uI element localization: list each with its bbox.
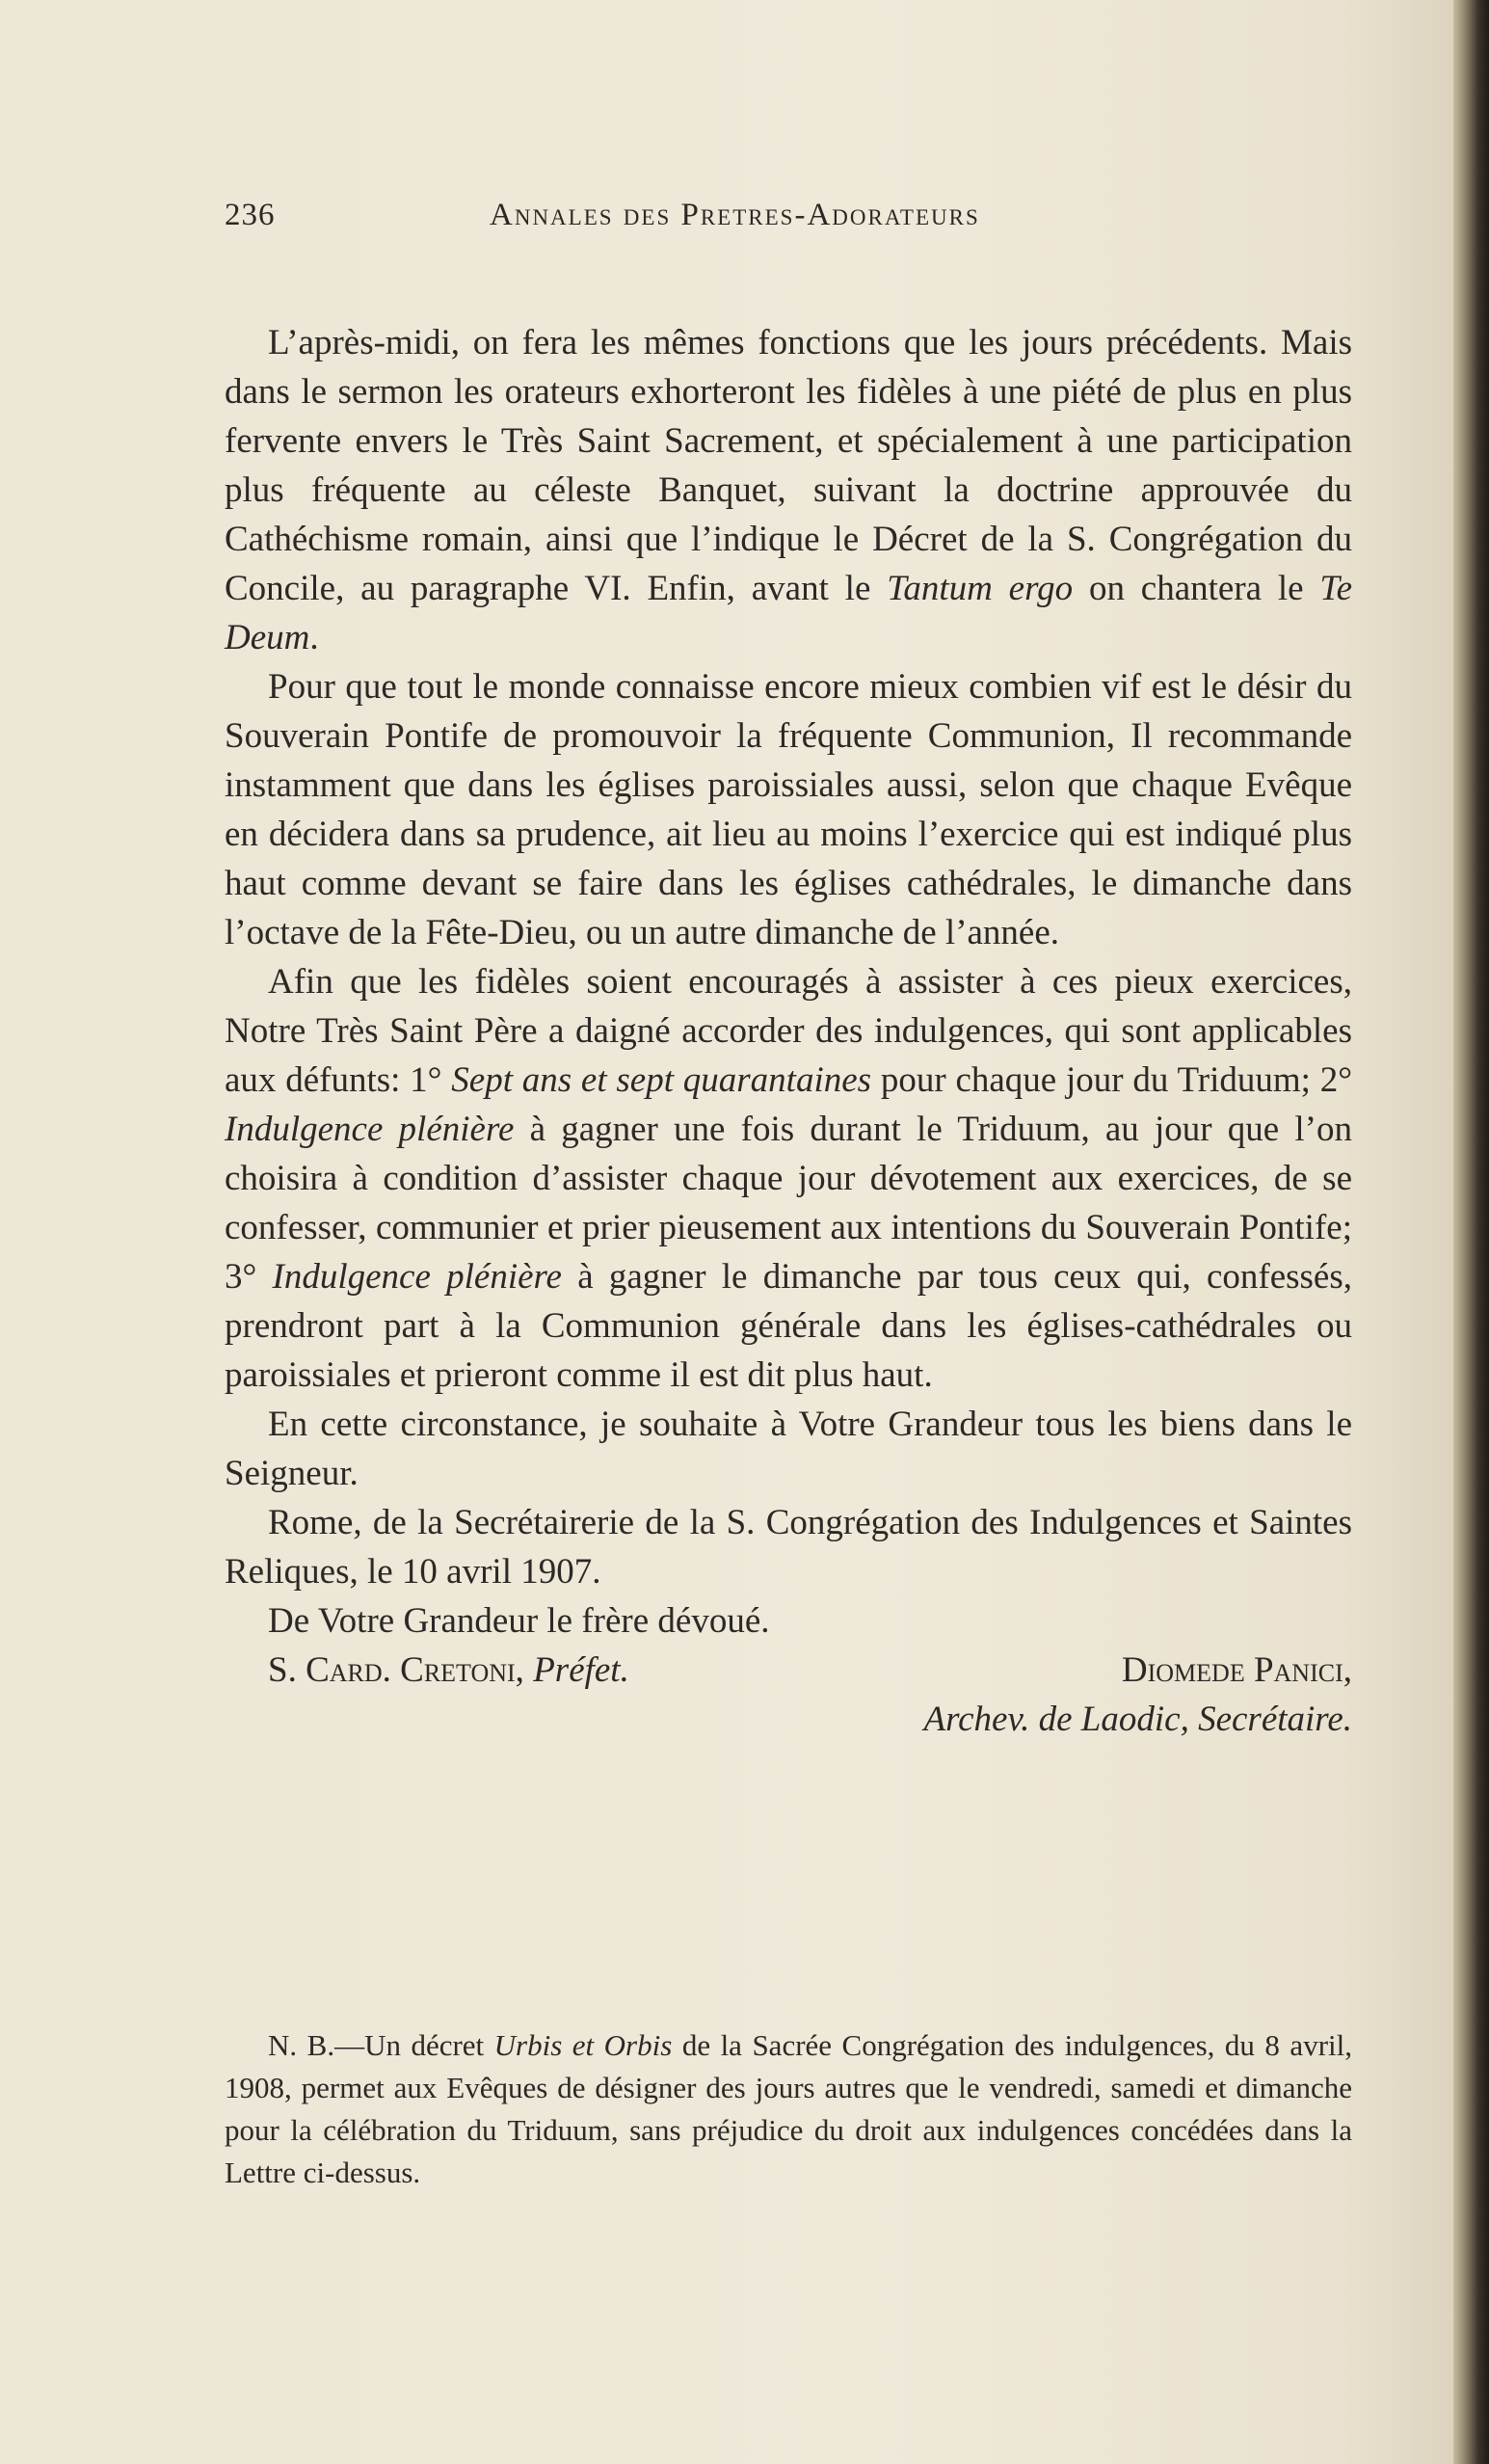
paragraph-closing: De Votre Grandeur le frère dévoué.: [268, 1601, 770, 1641]
italic-urbis-et-orbis: Urbis et Orbis: [493, 2028, 673, 2062]
journal-title: Annales des Pretres-Adorateurs: [490, 198, 980, 232]
paragraph-communion: Pour que tout le monde connaisse encore mieux combien vif est le désir du Souverain Pontife de promouvoir la fréquente Communion, Il recommande instamment que dans les églises paroissiales aussi, selon que chaque Evêque en décidera dans sa prudence, ait lieu au moins l’exercice qui est indiqué plus haut comme devant se faire dans les églises cathédrales, le dimanche dans l’octave de la Fête-Dieu, ou un autre dimanche de l’année.: [225, 667, 1352, 952]
italic-indulgence-pleniere-1: Indulgence plénière: [225, 1110, 515, 1149]
italic-indulgence-pleniere-2: Indulgence plénière: [272, 1257, 562, 1297]
book-spine-edge: [1453, 0, 1489, 2464]
signature-secretary: Diomede Panici, Archev. de Laodic, Secrétaire.: [923, 1650, 1352, 1739]
paragraph-place-date: Rome, de la Secrétairerie de la S. Congrégation des Indulgences et Saintes Reliques, le 10 avril 1907.: [225, 1503, 1352, 1592]
page-number: 236: [225, 198, 276, 232]
italic-sept-ans: Sept ans et sept quarantaines: [451, 1060, 872, 1100]
body-text: [225, 318, 1352, 1752]
paragraph-wishes: En cette circonstance, je souhaite à Votre Grandeur tous les biens dans le Seigneur.: [225, 1405, 1352, 1493]
italic-te-deum: Te Deum: [225, 569, 1352, 657]
italic-tantum-ergo: Tantum ergo: [887, 569, 1074, 608]
paragraph-afternoon: L’après-midi, on fera les mêmes fonctions que les jours précédents. Mais dans le sermon les orateurs exhorteront les fidèles à une piété de plus en plus fervente envers le Très Saint Sacrement, et spécialement à une participation plus fréquente au céleste Banquet, suivant la doctrine approuvée du Cathéchisme romain, ainsi que l’indique le Décret de la S. Congrégation du Concile, au paragraphe VI. Enfin, avant le Tantum ergo on chantera le Te Deum.: [225, 323, 1352, 657]
signatures: [225, 1646, 1352, 1752]
footnote: N. B.—Un décret Urbis et Orbis de la Sacrée Congrégation des indulgences, du 8 avril, 1908, permet aux Evêques de désigner des jours autres que le vendredi, samedi et dimanche pour la célébration du Triduum, sans préjudice du droit aux indulgences concédées dans la Lettre ci-dessus.: [225, 2028, 1352, 2189]
running-head: [225, 198, 1371, 246]
paragraph-indulgences: Afin que les fidèles soient encouragés à assister à ces pieux exercices, Notre Très Saint Père a daigné accorder des indulgences, qui sont applicables aux défunts: 1° Sept ans et sept quarantaines pour chaque jour du Triduum; 2° Indulgence plénière à gagner une fois durant le Triduum, au jour que l’on choisira à condition d’assister chaque jour dévotement aux exercices, de se confesser, communier et prier pieusement aux intentions du Souverain Pontife; 3° Indulgence plénière à gagner le dimanche par tous ceux qui, confessés, prendront part à la Communion générale dans les églises-cathédrales ou paroissiales et prieront comme il est dit plus haut.: [225, 962, 1353, 1395]
signature-prefect: S. Card. Cretoni, Préfet.: [268, 1650, 629, 1690]
